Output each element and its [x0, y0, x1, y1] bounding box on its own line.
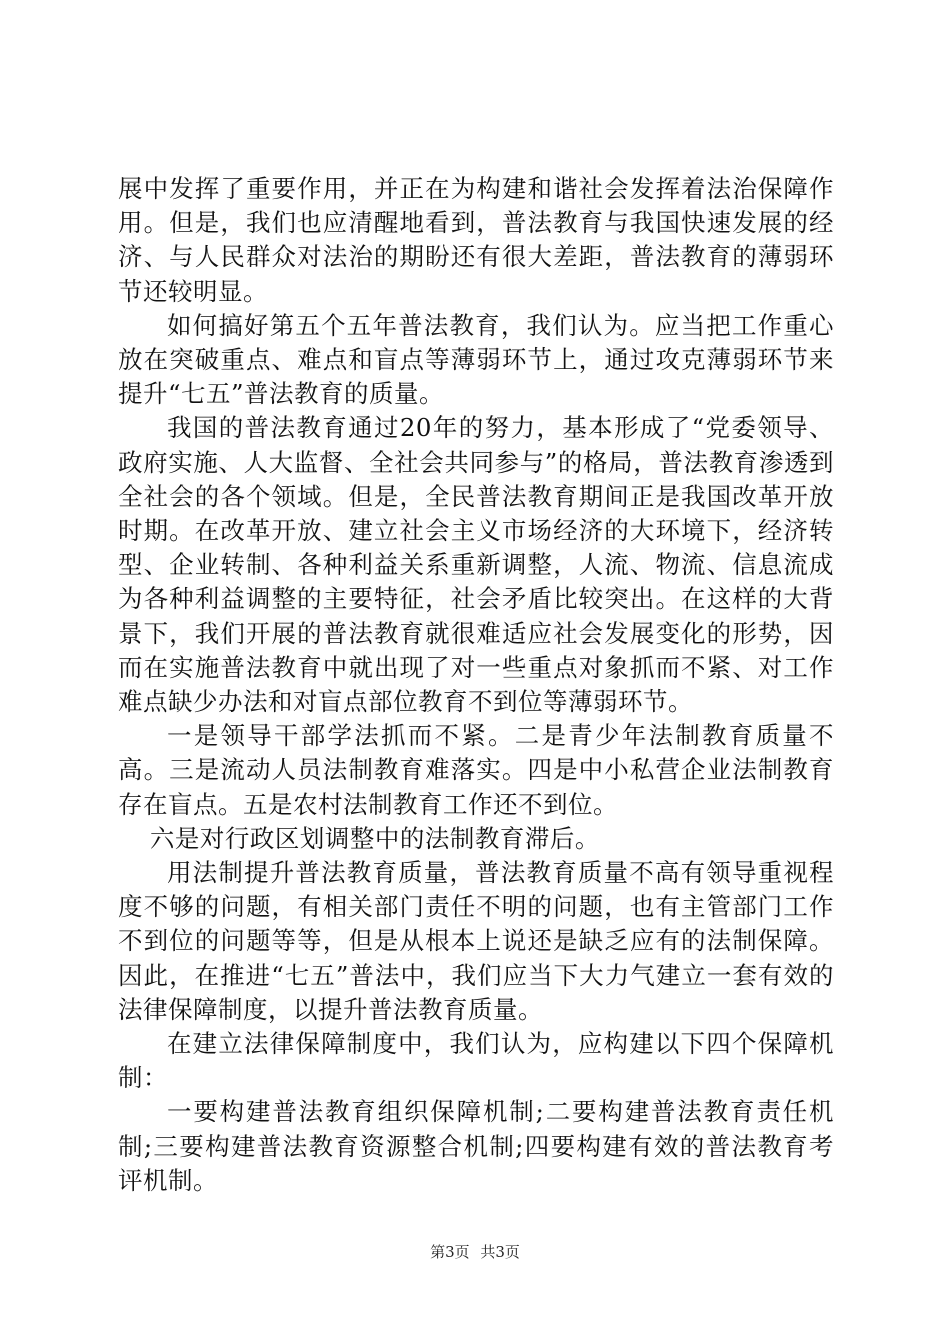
paragraph-5: 六是对行政区划调整中的法制教育滞后。 — [149, 823, 600, 853]
paragraph-4: 一是领导干部学法抓而不紧。二是青少年法制教育质量不高。三是流动人员法制教育难落实。四是中小私营企业法制教育存在盲点。五是农村法制教育工作还不到位。 — [118, 721, 834, 819]
document-body — [118, 172, 834, 1198]
paragraph-2: 如何搞好第五个五年普法教育，我们认为。应当把工作重心放在突破重点、难点和盲点等薄弱环节上，通过攻克薄弱环节来提升“七五”普法教育的质量。 — [118, 310, 834, 409]
page-number: 第3页 — [430, 1243, 470, 1261]
paragraph-6: 用法制提升普法教育质量，普法教育质量不高有领导重视程度不够的问题，有相关部门责任不明的问题，也有主管部门工作不到位的问题等等，但是从根本上说还是缺乏应有的法制保障。因此，在推进“七五”普法中，我们应当下大力气建立一套有效的法律保障制度，以提升普法教育质量。 — [118, 858, 834, 1024]
paragraph-8: 一要构建普法教育组织保障机制;二要构建普法教育责任机制;三要构建普法教育资源整合机制;四要构建有效的普法教育考评机制。 — [118, 1097, 834, 1195]
page-footer — [0, 1242, 950, 1262]
paragraph-1: 展中发挥了重要作用，并正在为构建和谐社会发挥着法治保障作用。但是，我们也应清醒地看到，普法教育与我国快速发展的经济、与人民群众对法治的期盼还有很大差距，普法教育的薄弱环节还较明显。 — [118, 174, 834, 306]
paragraph-3: 我国的普法教育通过20年的努力，基本形成了“党委领导、政府实施、人大监督、全社会共同参与”的格局，普法教育渗透到全社会的各个领域。但是，全民普法教育期间正是我国改革开放时期。在改革开放、建立社会主义市场经济的大环境下，经济转型、企业转制、各种利益关系重新调整，人流、物流、信息流成为各种利益调整的主要特征，社会矛盾比较突出。在这样的大背景下，我们开展的普法教育就很难适应社会发展变化的形势，因而在实施普法教育中就出现了对一些重点对象抓而不紧、对工作难点缺少办法和对盲点部位教育不到位等薄弱环节。 — [118, 413, 834, 717]
page-total: 共3页 — [480, 1243, 520, 1261]
paragraph-7: 在建立法律保障制度中，我们认为，应构建以下四个保障机制： — [118, 1029, 834, 1093]
